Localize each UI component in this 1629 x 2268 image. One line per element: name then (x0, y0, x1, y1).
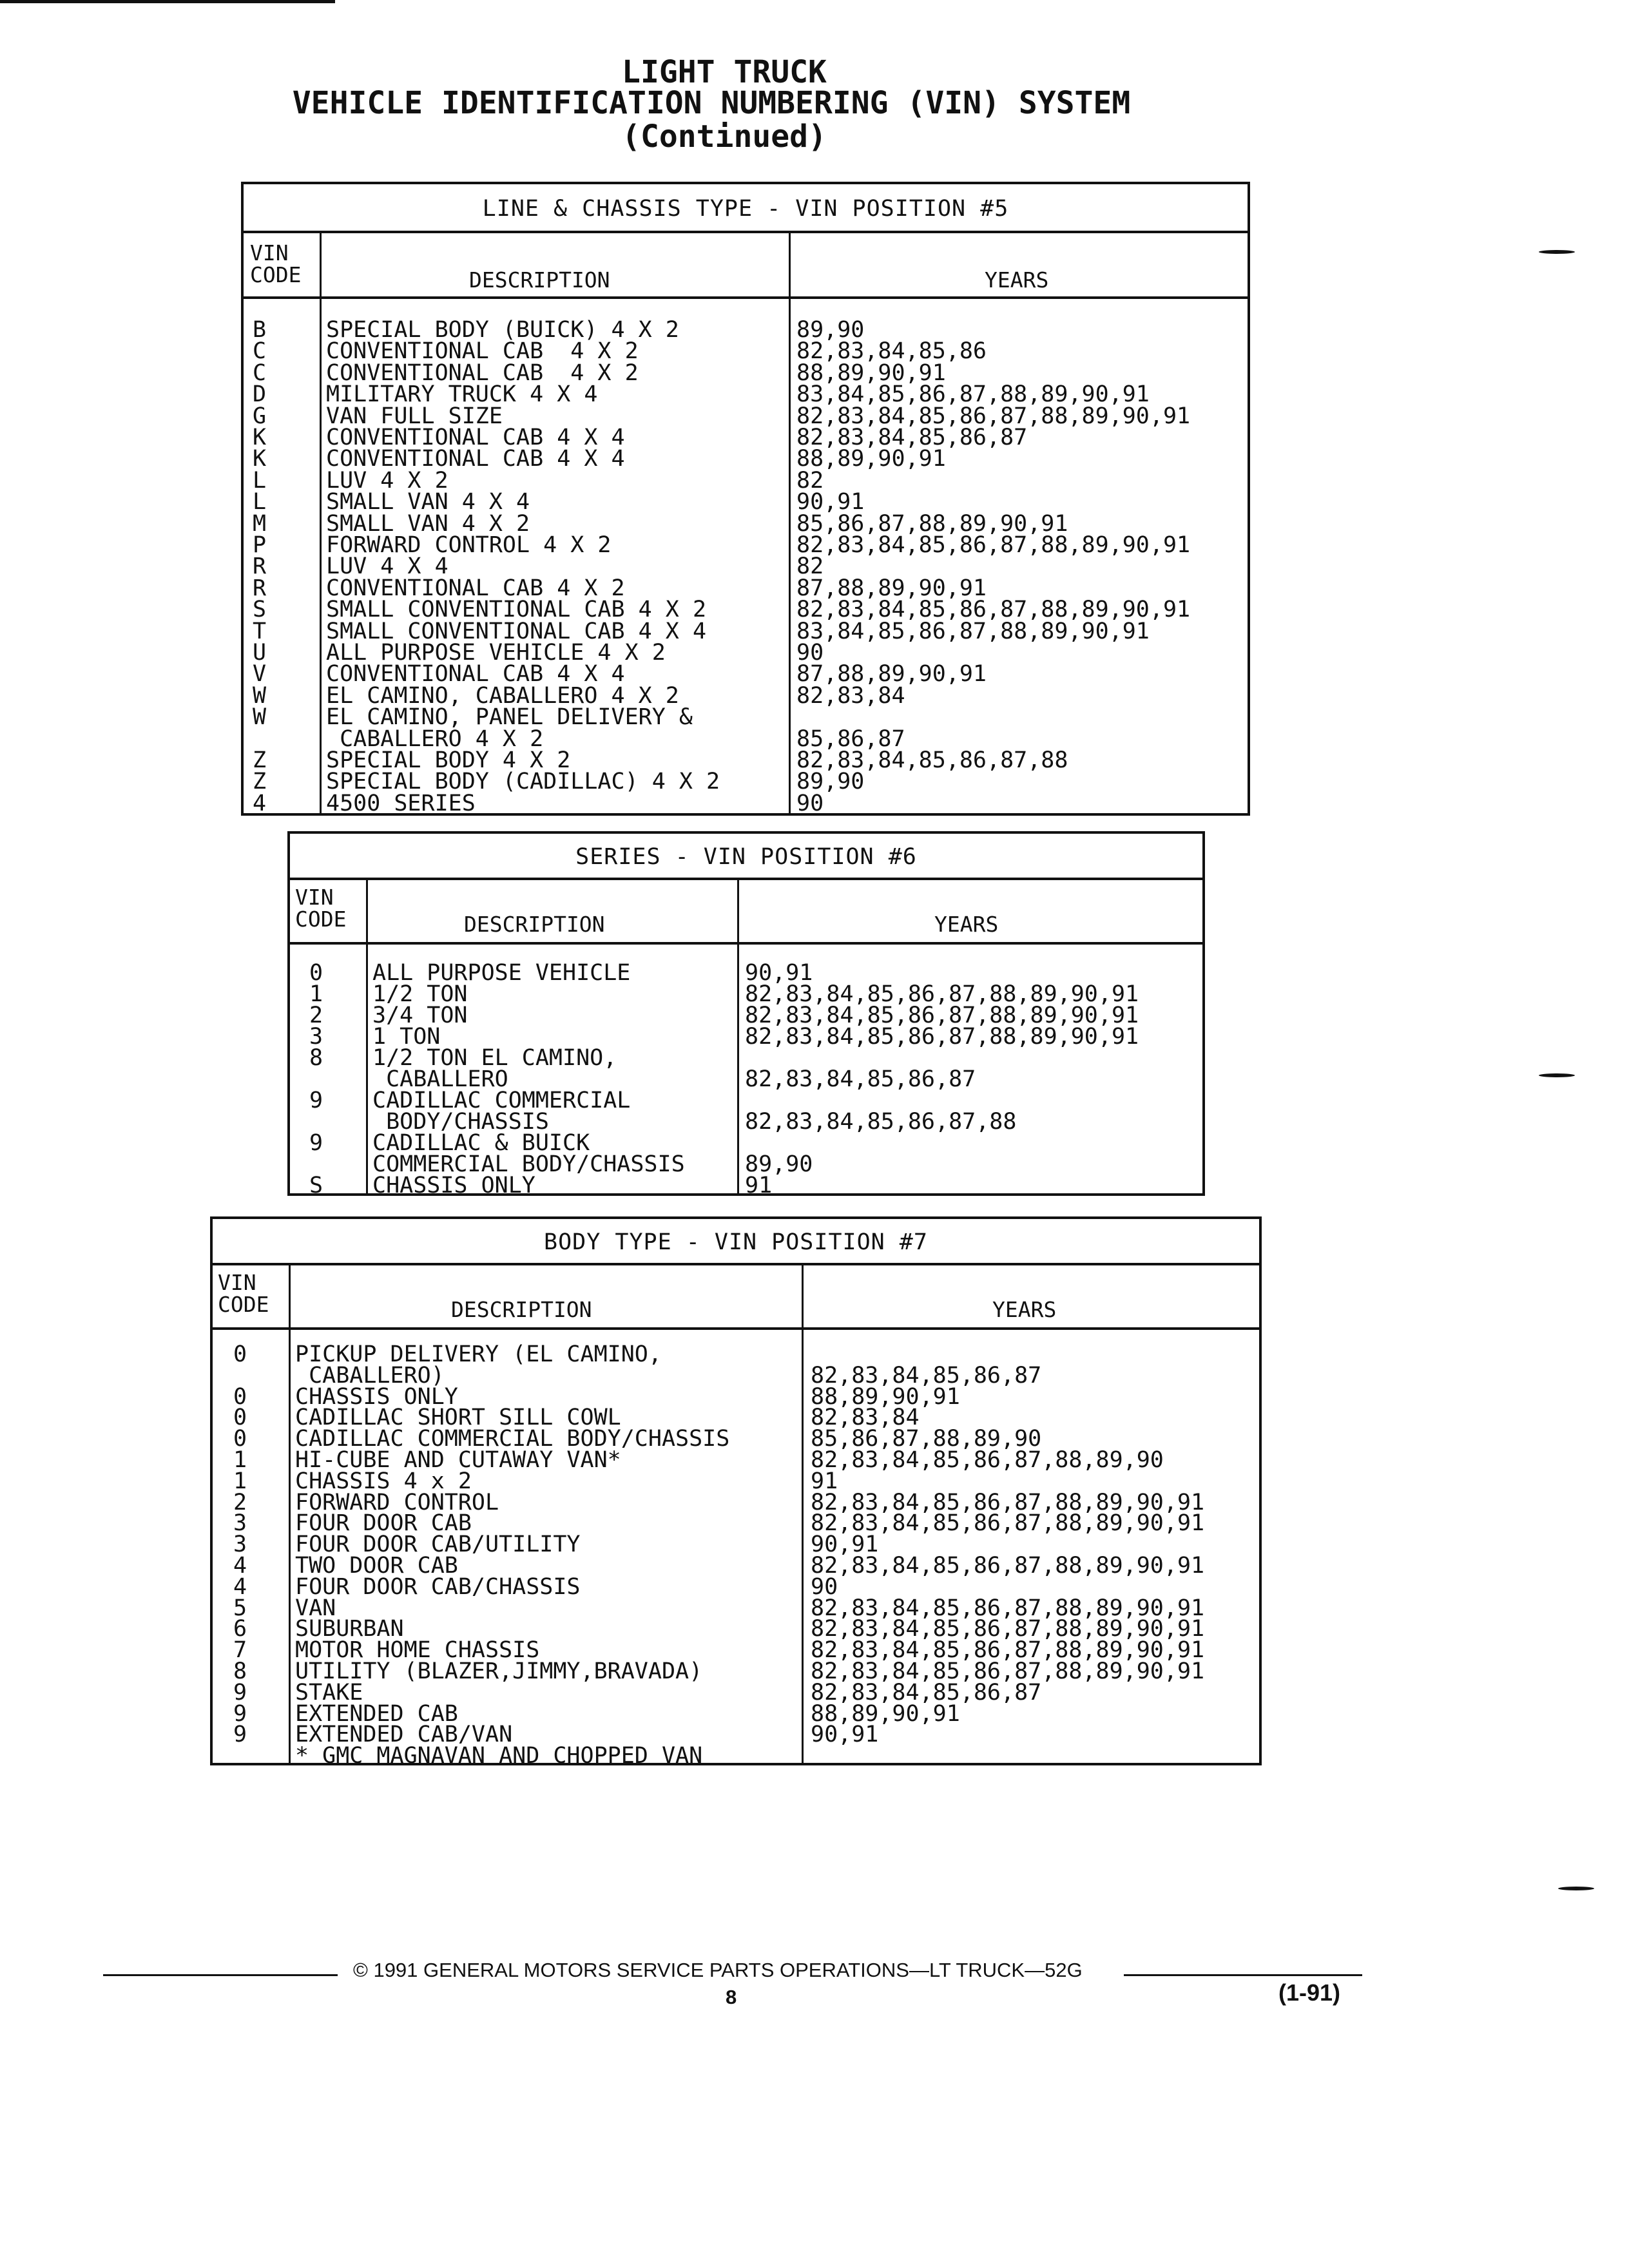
cell-description: VAN FULL SIZE (326, 403, 503, 429)
column-divider (737, 880, 739, 1193)
column-header-years: YEARS (992, 1297, 1057, 1322)
cell-description: MOTOR HOME CHASSIS (295, 1637, 540, 1664)
cell-years: 82,83,84,85,86,87,88,89,90,91 (811, 1616, 1205, 1642)
cell-vin-code: L (253, 489, 267, 515)
cell-years: 90,91 (745, 960, 813, 986)
cell-vin-code: K (253, 425, 267, 450)
cell-years: 82,83,84,85,86,87 (811, 1679, 1042, 1706)
column-header-vin-code: VIN CODE (295, 885, 347, 932)
cell-vin-code: C (253, 360, 267, 386)
cell-years: 82,83,84,85,86,87,88,89,90 (811, 1447, 1164, 1473)
cell-vin-code: W (253, 682, 267, 709)
cell-vin-code: 6 (233, 1616, 247, 1642)
cell-vin-code: 4 (233, 1553, 247, 1579)
cell-description: ALL PURPOSE VEHICLE 4 X 2 (326, 640, 666, 666)
cell-years: 82,83,84,85,86,87,88 (745, 1109, 1017, 1135)
cell-vin-code: 5 (233, 1595, 247, 1621)
footer-copyright: © 1991 GENERAL MOTORS SERVICE PARTS OPERATIONS—LT TRUCK—52G (353, 1959, 1083, 1981)
cell-years: 82,83,84,85,86,87 (811, 1362, 1042, 1389)
cell-vin-code: 9 (233, 1679, 247, 1706)
cell-description: SMALL CONVENTIONAL CAB 4 X 2 (326, 597, 707, 623)
cell-vin-code: 2 (309, 1003, 323, 1028)
cell-years: 89,90 (796, 769, 865, 795)
table-title: LINE & CHASSIS TYPE - VIN POSITION #5 (244, 184, 1248, 233)
cell-description: BODY/CHASSIS (372, 1109, 549, 1135)
cell-years: 90 (796, 640, 824, 666)
cell-description: CONVENTIONAL CAB 4 X 4 (326, 446, 625, 472)
cell-vin-code: R (253, 575, 267, 601)
cell-years: 82,83,84,85,86,87 (796, 425, 1028, 450)
cell-description: HI-CUBE AND CUTAWAY VAN* (295, 1447, 621, 1473)
cell-years: 82,83,84,85,86,87,88,89,90,91 (811, 1595, 1205, 1621)
cell-description: FOUR DOOR CAB/CHASSIS (295, 1573, 581, 1600)
cell-years: 82 (796, 553, 824, 580)
cell-description: CADILLAC SHORT SILL COWL (295, 1405, 621, 1431)
cell-years: 82,83,84,85,86,87 (745, 1066, 976, 1092)
cell-vin-code: 1 (309, 981, 323, 1007)
cell-description: VAN (295, 1595, 336, 1621)
cell-description: CADILLAC & BUICK (372, 1130, 590, 1156)
cell-years: 82,83,84,85,86,87,88,89,90,91 (811, 1658, 1205, 1684)
cell-vin-code: U (253, 640, 267, 666)
cell-vin-code: M (253, 510, 267, 537)
cell-years: 82,83,84,85,86,87,88,89,90,91 (796, 597, 1191, 623)
cell-description: PICKUP DELIVERY (EL CAMINO, (295, 1341, 662, 1367)
cell-years: 82,83,84,85,86,87,88 (796, 747, 1068, 773)
cell-description: CHASSIS ONLY (295, 1383, 458, 1410)
footer-rule-right (1124, 1974, 1362, 1976)
cell-vin-code: 9 (233, 1722, 247, 1748)
cell-years: 89,90 (796, 317, 865, 343)
cell-years: 89,90 (745, 1151, 813, 1177)
column-header-years: YEARS (985, 267, 1049, 293)
cell-years: 82,83,84,85,86,87,88,89,90,91 (811, 1510, 1205, 1537)
column-header-description: DESCRIPTION (451, 1297, 592, 1322)
page-number: 8 (726, 1986, 737, 2008)
cell-description: CABALLERO 4 X 2 (326, 726, 544, 752)
cell-description: FORWARD CONTROL (295, 1489, 499, 1515)
cell-vin-code: C (253, 338, 267, 365)
cell-vin-code: 8 (309, 1045, 323, 1071)
cell-years: 87,88,89,90,91 (796, 661, 987, 687)
cell-years: 85,86,87,88,89,90,91 (796, 510, 1068, 537)
revision-date: (1-91) (1278, 1979, 1341, 2006)
page-title-line2: VEHICLE IDENTIFICATION NUMBERING (VIN) SYSTEM (292, 85, 1131, 121)
cell-years: 82,83,84,85,86,87,88,89,90,91 (796, 532, 1191, 558)
cell-description: SMALL CONVENTIONAL CAB 4 X 4 (326, 618, 707, 644)
cell-vin-code: 0 (233, 1405, 247, 1431)
cell-description: SMALL VAN 4 X 2 (326, 510, 530, 537)
cell-description: SMALL VAN 4 X 4 (326, 489, 530, 515)
cell-description: EXTENDED CAB/VAN (295, 1722, 513, 1748)
column-header-vin-code: VIN CODE (250, 240, 302, 287)
cell-years: 82,83,84,85,86,87,88,89,90,91 (811, 1637, 1205, 1664)
cell-description: 4500 SERIES (326, 790, 476, 816)
cell-vin-code: 3 (309, 1024, 323, 1050)
cell-vin-code: T (253, 618, 267, 644)
cell-years: 82,83,84,85,86,87,88,89,90,91 (811, 1553, 1205, 1579)
cell-vin-code: 0 (309, 960, 323, 986)
cell-description: CONVENTIONAL CAB 4 X 4 (326, 425, 625, 450)
column-divider (289, 1265, 291, 1763)
cell-description: SPECIAL BODY (CADILLAC) 4 X 2 (326, 769, 720, 795)
column-divider (320, 233, 322, 813)
cell-vin-code: 8 (233, 1658, 247, 1684)
cell-description: EL CAMINO, PANEL DELIVERY & (326, 704, 693, 731)
cell-vin-code: 3 (233, 1510, 247, 1537)
cell-description: CADILLAC COMMERCIAL (372, 1088, 631, 1113)
cell-vin-code: 0 (233, 1383, 247, 1410)
table-line-chassis-type (241, 182, 1250, 816)
column-divider (366, 880, 368, 1193)
cell-years: 91 (745, 1173, 773, 1198)
cell-description: TWO DOOR CAB (295, 1553, 458, 1579)
cell-vin-code: G (253, 403, 267, 429)
cell-vin-code: 7 (233, 1637, 247, 1664)
cell-years: 85,86,87,88,89,90 (811, 1426, 1042, 1452)
cell-vin-code: L (253, 467, 267, 494)
table-title: SERIES - VIN POSITION #6 (290, 834, 1202, 880)
column-divider (802, 1265, 804, 1763)
cell-vin-code: 1 (233, 1468, 247, 1494)
cell-description: FOUR DOOR CAB (295, 1510, 472, 1537)
cell-years: 90,91 (796, 489, 865, 515)
cell-vin-code: 0 (233, 1426, 247, 1452)
cell-description: COMMERCIAL BODY/CHASSIS (372, 1151, 685, 1177)
column-header-description: DESCRIPTION (464, 912, 605, 937)
column-header-years: YEARS (934, 912, 999, 937)
cell-description: SUBURBAN (295, 1616, 404, 1642)
cell-years: 82,83,84 (811, 1405, 920, 1431)
cell-description: CONVENTIONAL CAB 4 X 2 (326, 360, 639, 386)
cell-description: STAKE (295, 1679, 363, 1706)
cell-years: 88,89,90,91 (811, 1700, 960, 1727)
cell-description: 1/2 TON EL CAMINO, (372, 1045, 617, 1071)
cell-years: 88,89,90,91 (811, 1383, 960, 1410)
cell-years: 90,91 (811, 1722, 879, 1748)
cell-description: CABALLERO) (295, 1362, 445, 1389)
cell-years: 82,83,84 (796, 682, 905, 709)
cell-vin-code: 9 (233, 1700, 247, 1727)
cell-years: 90 (811, 1573, 838, 1600)
cell-description: SPECIAL BODY (BUICK) 4 X 2 (326, 317, 679, 343)
cell-vin-code: 2 (233, 1489, 247, 1515)
cell-vin-code: R (253, 553, 267, 580)
cell-description: LUV 4 X 4 (326, 553, 448, 580)
cell-description: CONVENTIONAL CAB 4 X 2 (326, 338, 639, 365)
cell-description: EXTENDED CAB (295, 1700, 458, 1727)
cell-description: CONVENTIONAL CAB 4 X 4 (326, 661, 625, 687)
column-header-row (290, 880, 1202, 945)
cell-description: CHASSIS ONLY (372, 1173, 535, 1198)
cell-vin-code: 4 (253, 790, 267, 816)
cell-years: 83,84,85,86,87,88,89,90,91 (796, 381, 1150, 408)
cell-vin-code: 0 (233, 1341, 247, 1367)
cell-description: 1/2 TON (372, 981, 468, 1007)
cell-description: CONVENTIONAL CAB 4 X 2 (326, 575, 625, 601)
cell-description: CHASSIS 4 x 2 (295, 1468, 472, 1494)
column-header-description: DESCRIPTION (469, 267, 610, 293)
margin-mark (1539, 1073, 1575, 1077)
column-header-row (244, 233, 1248, 299)
table-series (287, 831, 1205, 1196)
column-header-row (213, 1265, 1259, 1330)
footer-rule-left (103, 1974, 338, 1976)
cell-vin-code: 9 (309, 1130, 323, 1156)
column-header-vin-code: VIN CODE (218, 1270, 269, 1317)
cell-description: FORWARD CONTROL 4 X 2 (326, 532, 612, 558)
cell-vin-code: P (253, 532, 267, 558)
cell-description: MILITARY TRUCK 4 X 4 (326, 381, 598, 408)
cell-vin-code: D (253, 381, 267, 408)
cell-years: 85,86,87 (796, 726, 905, 752)
table-body-type (210, 1216, 1262, 1769)
top-rule (0, 0, 335, 3)
cell-description: ALL PURPOSE VEHICLE (372, 960, 631, 986)
cell-vin-code: V (253, 661, 267, 687)
cell-description: FOUR DOOR CAB/UTILITY (295, 1532, 581, 1558)
cell-description: EL CAMINO, CABALLERO 4 X 2 (326, 682, 679, 709)
cell-years: 82,83,84,85,86,87,88,89,90,91 (796, 403, 1191, 429)
cell-description: CADILLAC COMMERCIAL BODY/CHASSIS (295, 1426, 730, 1452)
cell-vin-code: Z (253, 747, 267, 773)
cell-years: 82 (796, 467, 824, 494)
cell-vin-code: W (253, 704, 267, 731)
cell-years: 82,83,84,85,86,87,88,89,90,91 (745, 1003, 1139, 1028)
cell-description: UTILITY (BLAZER,JIMMY,BRAVADA) (295, 1658, 703, 1684)
margin-mark (1539, 250, 1575, 254)
cell-vin-code: S (309, 1173, 323, 1198)
page-title-line1: LIGHT TRUCK (622, 54, 827, 90)
cell-description: 1 TON (372, 1024, 441, 1050)
cell-vin-code: Z (253, 769, 267, 795)
cell-vin-code: K (253, 446, 267, 472)
cell-description: * GMC MAGNAVAN AND CHOPPED VAN (295, 1743, 703, 1769)
cell-vin-code: 1 (233, 1447, 247, 1473)
column-divider (789, 233, 791, 813)
cell-description: LUV 4 X 2 (326, 467, 448, 494)
cell-years: 87,88,89,90,91 (796, 575, 987, 601)
cell-vin-code: 3 (233, 1532, 247, 1558)
cell-years: 82,83,84,85,86,87,88,89,90,91 (811, 1489, 1205, 1515)
cell-description: CABALLERO (372, 1066, 508, 1092)
cell-vin-code: 9 (309, 1088, 323, 1113)
cell-years: 90 (796, 790, 824, 816)
margin-mark (1558, 1887, 1594, 1890)
cell-years: 82,83,84,85,86 (796, 338, 987, 365)
cell-vin-code: B (253, 317, 267, 343)
cell-description: 3/4 TON (372, 1003, 468, 1028)
cell-vin-code: S (253, 597, 267, 623)
cell-years: 91 (811, 1468, 838, 1494)
page-title-line3: (Continued) (622, 119, 827, 155)
cell-years: 88,89,90,91 (796, 446, 946, 472)
cell-years: 90,91 (811, 1532, 879, 1558)
cell-years: 82,83,84,85,86,87,88,89,90,91 (745, 981, 1139, 1007)
table-title: BODY TYPE - VIN POSITION #7 (213, 1219, 1259, 1265)
cell-years: 83,84,85,86,87,88,89,90,91 (796, 618, 1150, 644)
cell-years: 88,89,90,91 (796, 360, 946, 386)
cell-years: 82,83,84,85,86,87,88,89,90,91 (745, 1024, 1139, 1050)
cell-vin-code: 4 (233, 1573, 247, 1600)
cell-description: SPECIAL BODY 4 X 2 (326, 747, 571, 773)
